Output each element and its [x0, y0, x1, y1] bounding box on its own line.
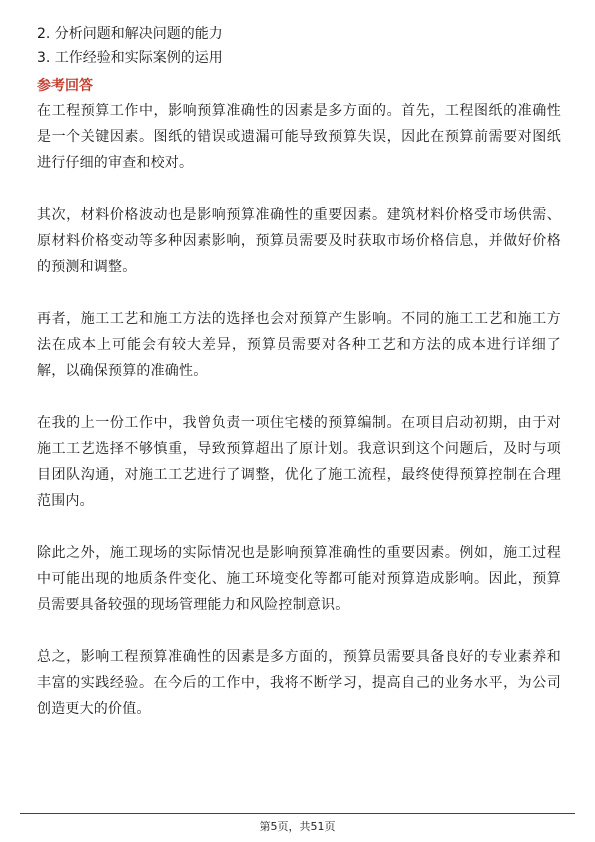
- list-item-2: 2. 分析问题和解决问题的能力: [37, 26, 223, 42]
- page-content: [37, 22, 561, 722]
- paragraph-2: 其次，材料价格波动也是影响预算准确性的重要因素。建筑材料价格受市场供需、原材料价格变动等多种因素影响，预算员需要及时获取市场价格信息，并做好价格的预测和调整。: [37, 207, 561, 275]
- paragraph-1: 在工程预算工作中，影响预算准确性的因素是多方面的。首先，工程图纸的准确性是一个关键因素。图纸的错误或遗漏可能导致预算失误，因此在预算前需要对图纸进行仔细的审查和校对。: [37, 103, 561, 171]
- paragraph-3: 再者，施工工艺和施工方法的选择也会对预算产生影响。不同的施工工艺和施工方法在成本上可能会有较大差异，预算员需要对各种工艺和方法的成本进行详细了解，以确保预算的准确性。: [37, 311, 561, 379]
- list-item-3: 3. 工作经验和实际案例的运用: [37, 50, 223, 66]
- paragraph-6: 总之，影响工程预算准确性的因素是多方面的，预算员需要具备良好的专业素养和丰富的实践经验。在今后的工作中，我将不断学习，提高自己的业务水平，为公司创造更大的价值。: [37, 649, 561, 717]
- page-number: 第5页，共51页: [259, 820, 336, 833]
- paragraph-5: 除此之外，施工现场的实际情况也是影响预算准确性的重要因素。例如，施工过程中可能出现的地质条件变化、施工环境变化等都可能对预算造成影响。因此，预算员需要具备较强的现场管理能力和风险控制意识。: [37, 545, 561, 613]
- footer-divider: [20, 813, 575, 814]
- paragraph-4: 在我的上一份工作中，我曾负责一项住宅楼的预算编制。在项目启动初期，由于对施工工艺选择不够慎重，导致预算超出了原计划。我意识到这个问题后，及时与项目团队沟通，对施工工艺进行了调整，优化了施工流程，最终使得预算控制在合理范围内。: [37, 415, 561, 509]
- answer-heading: 参考回答: [37, 78, 93, 94]
